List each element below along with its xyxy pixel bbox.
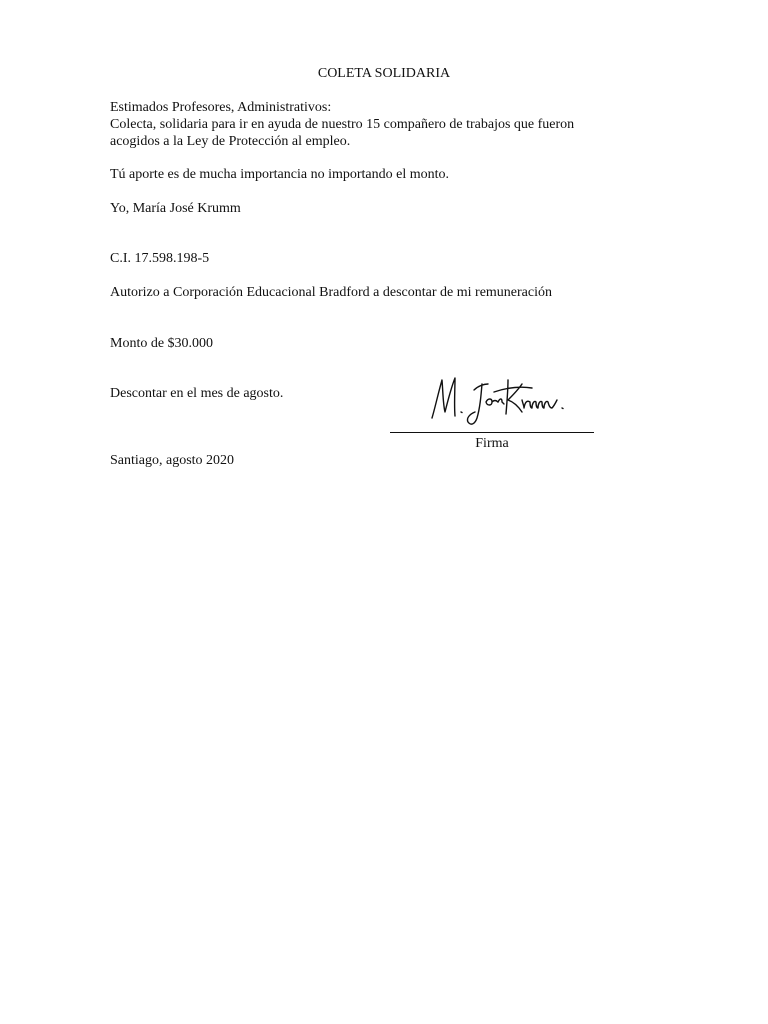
id-number: C.I. 17.598.198-5 bbox=[110, 251, 210, 266]
document-title: COLETA SOLIDARIA bbox=[317, 66, 451, 81]
body-text-line-1: Colecta, solidaria para ir en ayuda de nuestro 15 compañero de trabajos que fueron bbox=[110, 117, 575, 132]
appeal-text: Tú aporte es de mucha importancia no importando el monto. bbox=[110, 167, 450, 182]
declarant-name: Yo, María José Krumm bbox=[110, 201, 241, 216]
signature-label: Firma bbox=[475, 436, 509, 451]
deduction-month-text: Descontar en el mes de agosto. bbox=[110, 386, 284, 401]
signature-line bbox=[390, 432, 594, 433]
handwritten-signature bbox=[428, 372, 564, 432]
amount-text: Monto de $30.000 bbox=[110, 336, 214, 351]
authorization-text: Autorizo a Corporación Educacional Bradford a descontar de mi remuneración bbox=[110, 285, 552, 300]
salutation: Estimados Profesores, Administrativos: bbox=[110, 100, 332, 115]
body-text-line-2: acogidos a la Ley de Protección al empleo. bbox=[110, 134, 351, 149]
place-date: Santiago, agosto 2020 bbox=[110, 453, 235, 468]
signature-block bbox=[390, 372, 594, 458]
